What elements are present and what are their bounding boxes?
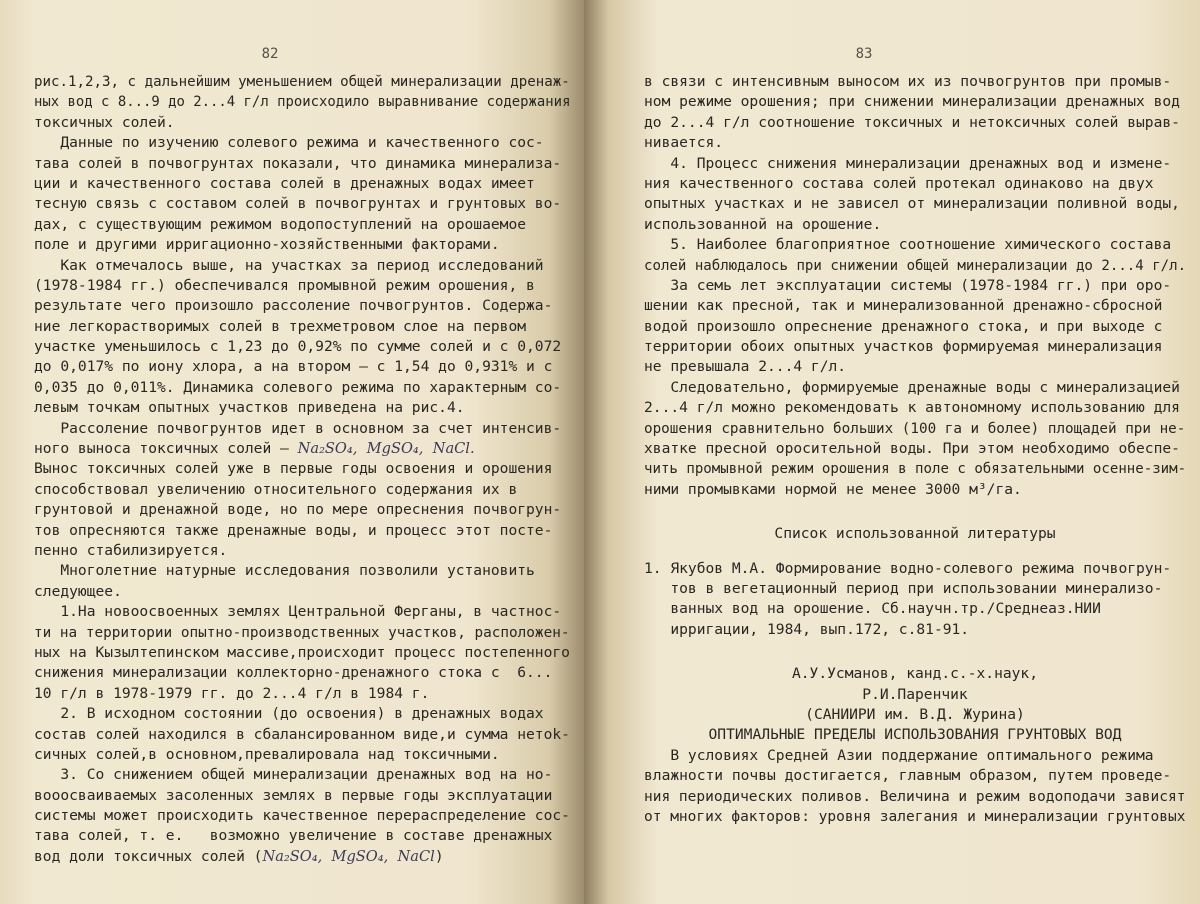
references-title: Список использованной литературы: [774, 525, 1056, 543]
text-line: ти на территории опытно-производственных участков, расположен-: [34, 623, 570, 641]
text-line: шении как пресной, так и минерализованной дренажно-сбросной: [644, 297, 1163, 315]
text-line: до 0,017% по иону хлора, а на втором – с 1,54 до 0,931% и с: [34, 358, 553, 376]
article-title: ОПТИМАЛЬНЫЕ ПРЕДЕЛЫ ИСПОЛЬЗОВАНИЯ ГРУНТОВЫХ ВОД: [708, 726, 1122, 744]
text-line: 5. Наиболее благоприятное соотношение химического состава: [644, 236, 1172, 254]
text-line: вооосваиваемых засоленных землях в первые годы эксплуатации: [34, 786, 553, 804]
text-line: снижения минерализации коллекторно-дренажного стока с 6...: [34, 664, 553, 682]
text-line: В условиях Средней Азии поддержание оптимального режима: [644, 746, 1154, 764]
text-line: Следовательно, формируемые дренажные воды с минерализацией: [644, 378, 1180, 396]
handwritten-formula: Na₂SO₄, MgSO₄, NaCl.: [297, 440, 475, 458]
text-line: использованной на орошение.: [644, 215, 882, 233]
text-line: состав солей находился в сбалансированном виде,и сумма нетok-: [34, 725, 570, 743]
right-page-body: [644, 72, 1186, 827]
text-line: ных вод с 8...9 до 2...4 г/л происходило выравнивание содержания: [34, 93, 571, 111]
text-line: до 2...4 г/л соотношение токсичных и нетоксичных солей вырав-: [644, 113, 1180, 131]
text-line: 1.На новоосвоенных землях Центральной Ферганы, в частнос-: [34, 603, 562, 621]
left-page: [0, 0, 584, 904]
text-line: нивается.: [644, 134, 724, 152]
text-line: За семь лет эксплуатации системы (1978-1984 гг.) при оро-: [644, 276, 1172, 294]
text-line: тов опресняются также дренажные воды, и процесс этот посте-: [34, 521, 553, 539]
spacer: [644, 500, 1186, 524]
right-page: [584, 0, 1200, 904]
spacer: [644, 640, 1186, 664]
text-line: ними промывками нормой не менее 3000 м³/га.: [644, 480, 1022, 498]
text-line: ние легкорастворимых солей в трехметровом слое на первом: [34, 317, 527, 335]
page-number: 82: [261, 46, 279, 62]
text-line: сичных солей,в основном,превалировала над токсичными.: [34, 745, 500, 763]
text-line: тава солей, т. е. возможно увеличение в составе дренажных: [34, 827, 553, 845]
text-line: от многих факторов: уровня залегания и минерализации грунтовых: [644, 807, 1186, 825]
text-fragment: ного выноса токсичных солей –: [34, 440, 289, 458]
spacer: [644, 545, 1186, 559]
reference-entry: тов в вегетационный период при использовании минерализо-: [644, 579, 1163, 597]
text-line: пенно стабилизируется.: [34, 541, 228, 559]
text-line: результате чего произошло рассоление почвогрунтов. Содержа-: [34, 297, 553, 315]
text-line: дах, с существующим режимом водопоступлений на орошаемое: [34, 215, 527, 233]
text-line: влажности почвы достигается, главным образом, путем проведе-: [644, 767, 1172, 785]
text-line: левым точкам опытных участков приведена на рис.4.: [34, 399, 465, 417]
text-line: ции и качественного состава солей в дренажных водах имеет: [34, 174, 535, 192]
text-line: хватке пресной оросительной воды. При этом необходимо обеспе-: [644, 440, 1180, 458]
text-line: тава солей в почвогрунтах показали, что динамика минерализа-: [34, 154, 562, 172]
author-line: Р.И.Паренчик: [862, 685, 968, 703]
text-line: поле и другими ирригационно-хозяйственными факторами.: [34, 236, 500, 254]
text-line: 3. Со снижением общей минерализации дренажных вод на но-: [34, 766, 553, 784]
text-line: орошения сравнительно больших (100 га и более) площадей при не-: [644, 419, 1186, 437]
text-line: грунтовой и дренажной воде, но по мере опреснения почвогрун-: [34, 501, 562, 519]
text-line: Данные по изучению солевого режима и качественного сос-: [34, 134, 544, 152]
author-affiliation: (САНИИРИ им. В.Д. Журина): [805, 705, 1025, 723]
text-line-with-formula: [34, 439, 570, 459]
reference-entry: ванных вод на орошение. Сб.научн.тр./Среднеаз.НИИ: [644, 600, 1101, 618]
text-line: 0,035 до 0,011%. Динамика солевого режима по характерным со-: [34, 378, 562, 396]
text-line: 2...4 г/л можно рекомендовать к автономному использованию для: [644, 399, 1180, 417]
reference-entry: ирригации, 1984, вып.172, с.81-91.: [644, 620, 970, 638]
text-line: водой произошло опреснение дренажного стока, и при выходе с: [644, 317, 1163, 335]
text-line: Как отмечалось выше, на участках за период исследований: [34, 256, 544, 274]
page-number: 83: [855, 46, 873, 62]
text-line: рис.1,2,3, с дальнейшим уменьшением общей минерализации дренаж-: [34, 73, 570, 90]
text-line: чить промывной режим орошения в поле с обязательными осенне-зим-: [644, 460, 1187, 478]
text-line: не превышала 2...4 г/л.: [644, 358, 847, 376]
text-line: системы может происходить качественное перераспределение сос-: [34, 807, 570, 825]
text-line: в связи с интенсивным выносом их из почвогрунтов при промыв-: [644, 73, 1172, 90]
text-line: ния качественного состава солей протекал одинаково на двух: [644, 174, 1154, 192]
reference-entry: 1. Якубов М.А. Формирование водно-солевого режима почвогрун-: [644, 559, 1172, 577]
text-line: территории обоих опытных участков формируемая минерализация: [644, 338, 1163, 356]
text-line: 10 г/л в 1978-1979 гг. до 2...4 г/л в 1984 г.: [34, 684, 430, 702]
text-line: ния периодических поливов. Величина и режим водоподачи зависят: [644, 787, 1186, 805]
text-line: Вынос токсичных солей уже в первые годы освоения и орошения: [34, 460, 553, 478]
text-line: 2. В исходном состоянии (до освоения) в дренажных водах: [34, 705, 544, 723]
author-line: А.У.Усманов, канд.с.-х.наук,: [791, 665, 1038, 683]
text-fragment: вод доли токсичных солей (: [34, 847, 263, 865]
text-fragment: ): [434, 847, 444, 865]
text-line-with-formula: [34, 847, 570, 867]
text-line: Рассоление почвогрунтов идет в основном за счет интенсив-: [34, 419, 562, 437]
text-line: опытных участках и не зависел от минерализации поливной воды,: [644, 195, 1180, 213]
text-line: 4. Процесс снижения минерализации дренажных вод и измене-: [644, 154, 1172, 172]
left-page-body: [34, 72, 570, 867]
handwritten-formula: Na₂SO₄, MgSO₄, NaCl: [262, 847, 435, 865]
text-line: солей наблюдалось при снижении общей минерализации до 2...4 г/л.: [644, 256, 1187, 274]
text-line: ных на Кызылтепинском массиве,происходит процесс постепенного: [34, 643, 570, 661]
text-line: (1978-1984 гг.) обеспечивался промывной режим орошения, в: [34, 276, 535, 294]
text-line: токсичных солей.: [34, 113, 175, 131]
text-line: способствовал увеличению относительного содержания их в: [34, 480, 518, 498]
text-line: следующее.: [34, 582, 122, 600]
text-line: ном режиме орошения; при снижении минерализации дренажных вод: [644, 93, 1180, 111]
text-line: Многолетние натурные исследования позволили установить: [34, 562, 535, 580]
text-line: участке уменьшилось с 1,23 до 0,92% по сумме солей и с 0,072: [34, 338, 562, 356]
text-line: тесную связь с составом солей в почвогрунтах и грунтовых во-: [34, 195, 562, 213]
